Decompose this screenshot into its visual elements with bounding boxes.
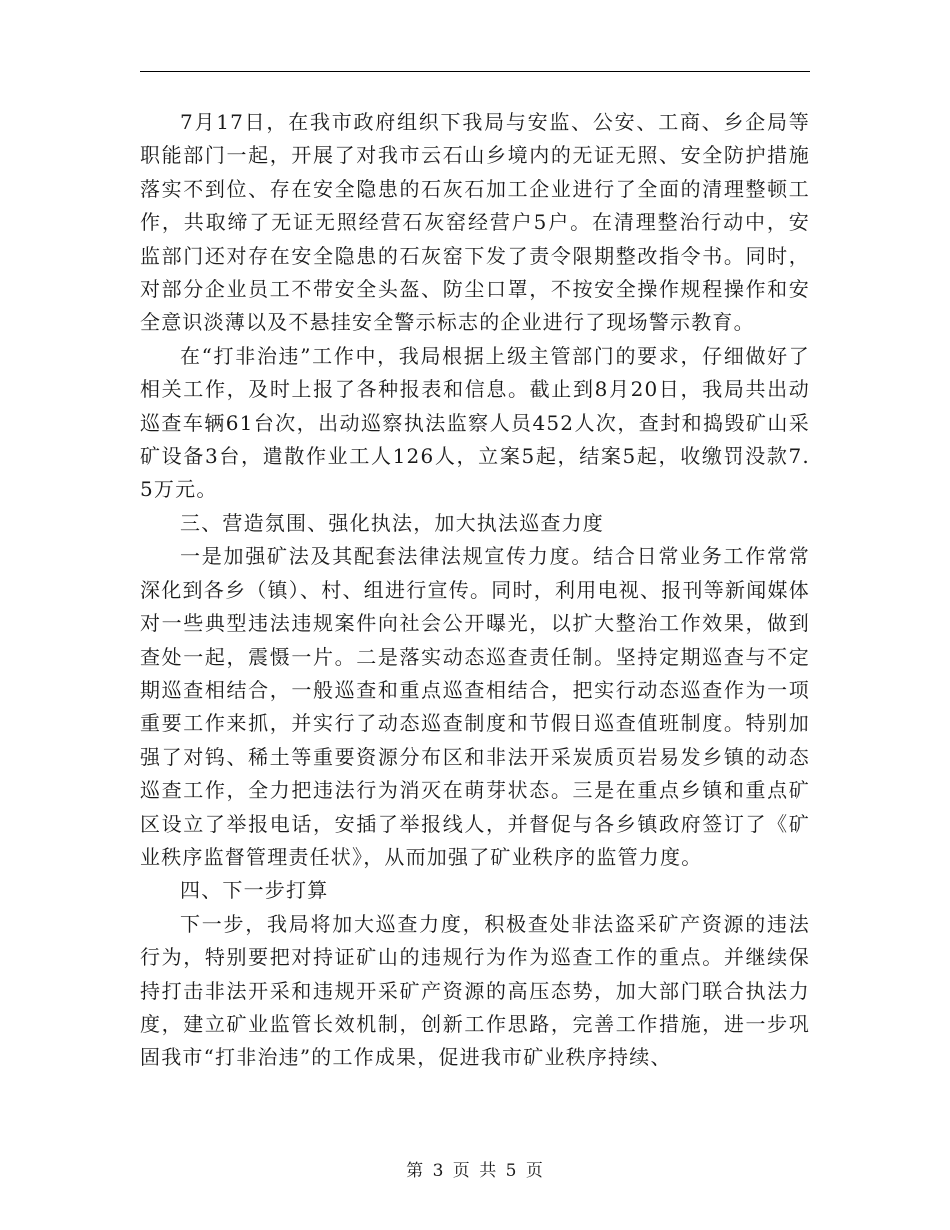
section-heading: 三、营造氛围、强化执法，加大执法巡查力度 [180, 510, 604, 535]
page-number: 第 3 页 共 5 页 [406, 1161, 544, 1181]
paragraph: 一是加强矿法及其配套法律法规宣传力度。结合日常业务工作常常深化到各乡（镇）、村、组进行宣传。同时，利用电视、报刊等新闻媒体对一些典型违法违规案件向社会公开曝光，以扩大整治工作效果，做到查处一起，震慑一片。二是落实动态巡查责任制。坚持定期巡查与不定期巡查相结合，一般巡查和重点巡查相结合，把实行动态巡查作为一项重要工作来抓，并实行了动态巡查制度和节假日巡查值班制度。特别加强了对钨、稀土等重要资源分布区和非法开采炭质页岩易发乡镇的动态巡查工作，全力把违法行为消灭在萌芽状态。三是在重点乡镇和重点矿区设立了举报电话，安插了举报线人，并督促与各乡镇政府签订了《矿业秩序监督管理责任状》，从而加强了矿业秩序的监管力度。 [140, 544, 810, 869]
paragraph: 下一步，我局将加大巡查力度，积极查处非法盗采矿产资源的违法行为，特别要把对持证矿山的违规行为作为巡查工作的重点。并继续保持打击非法开采和违规开采矿产资源的高压态势，加大部门联合执法力度，建立矿业监管长效机制，创新工作思路，完善工作措施，进一步巩固我市“打非治违”的工作成果，促进我市矿业秩序持续、 [140, 911, 810, 1070]
document-body [140, 106, 810, 1075]
paragraph: 7月17日，在我市政府组织下我局与安监、公安、工商、乡企局等职能部门一起，开展了对我市云石山乡境内的无证无照、安全防护措施落实不到位、存在安全隐患的石灰石加工企业进行了全面的清理整顿工作，共取缔了无证无照经营石灰窑经营户5户。在清理整治行动中，安监部门还对存在安全隐患的石灰窑下发了责令限期整改指令书。同时，对部分企业员工不带安全头盔、防尘口罩，不按安全操作规程操作和安全意识淡薄以及不悬挂安全警示标志的企业进行了现场警示教育。 [140, 110, 810, 335]
section-heading: 四、下一步打算 [180, 878, 329, 903]
paragraph: 在“打非治违”工作中，我局根据上级主管部门的要求，仔细做好了相关工作，及时上报了各种报表和信息。截止到8月20日，我局共出动巡查车辆61台次，出动巡察执法监察人员452人次，查封和捣毁矿山采矿设备3台，遣散作业工人126人，立案5起，结案5起，收缴罚没款7.5万元。 [140, 343, 810, 502]
header-rule [140, 71, 810, 72]
